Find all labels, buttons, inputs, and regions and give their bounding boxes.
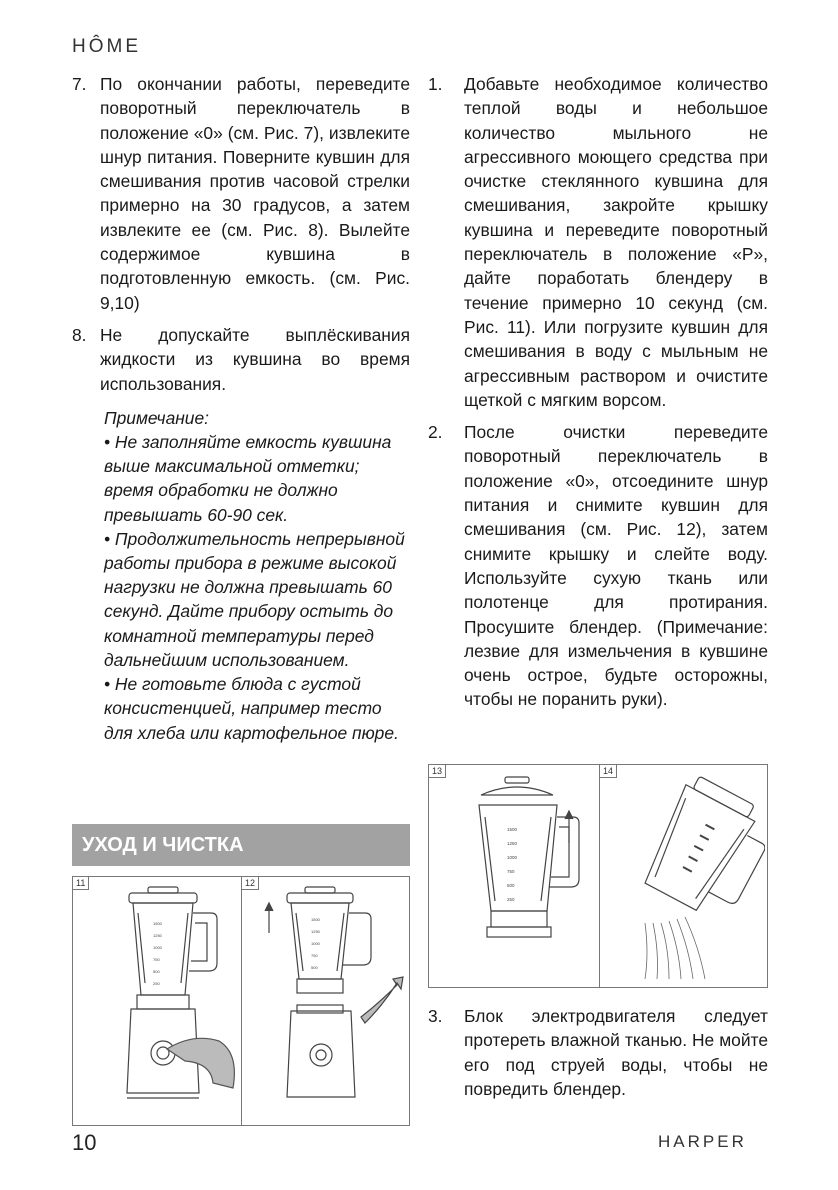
scale-label: 1000	[311, 941, 320, 946]
item-number: 8.	[72, 324, 87, 345]
scale-label: 1250	[153, 933, 162, 938]
right-column-bottom	[428, 1004, 768, 1109]
figure-panel-11-12	[72, 876, 410, 1126]
scale-label: 1250	[311, 929, 320, 934]
item-text: Не допускайте выплёскивания жидкости из кувшина во время использования.	[100, 324, 410, 394]
scale-label: 500	[507, 883, 515, 888]
figure-label: 14	[600, 765, 617, 778]
item-text: Добавьте необходимое количество теплой воды и небольшое количество мыльного не агрессивного моющего средства при очистке стеклянного кувшина для смешивания, закройте крышку кувшина и переведите поворотный переключатель в положение «P», дайте поработать блендеру в течение примерно 10 секунд (см. Рис. 11). Или погрузите кувшин для смешивания в воду с мыльным не агрессивным раствором и очистите щеткой с мягким ворсом.	[464, 74, 768, 410]
scale-marks	[153, 921, 163, 986]
left-column	[72, 72, 410, 745]
scale-label: 750	[311, 953, 318, 958]
note-bullet: • Не заполняйте емкость кувшина выше максимальной отметки; время обработки не должно превышать 60-90 сек.	[104, 432, 392, 525]
note-block	[104, 406, 410, 745]
item-text: По окончании работы, переведите поворотный переключатель в положение «0» (см. Рис. 7), извлеките шнур питания. Поверните кувшин для смешивания против часовой стрелки примерно на 30 градусов, а затем извлеките ее (см. Рис. 8). Вылейте содержимое кувшина в подготовленную емкость. (см. Рис. 9,10)	[100, 74, 410, 313]
figure-label: 11	[73, 877, 89, 890]
list-item	[72, 72, 410, 315]
scale-label: 500	[311, 965, 318, 970]
scale-label: 1500	[153, 921, 162, 926]
jug-lid-removal-illustration	[435, 773, 595, 985]
note-bullet: • Продолжительность непрерывной работы прибора в режиме высокой нагрузки не должна превышать 60 секунд. Дайте прибору остыть до комнатной температуры перед дальнейшим использованием.	[104, 528, 405, 670]
home-logo: HÔME	[72, 36, 141, 57]
brand-logo: HARPER	[658, 1132, 747, 1151]
list-item	[428, 420, 768, 712]
item-text: После очистки переведите поворотный переключатель в положение «0», отсоедините шнур питания и снимите кувшин для смешивания (см. Рис. 12), затем снимите крышку и слейте воду. Используйте сухую ткань или полотенце для протирания. Просушите блендер. (Примечание: лезвие для измельчения в кувшине очень острое, будьте осторожны, чтобы не поранить руки).	[464, 422, 768, 710]
scale-label: 750	[507, 869, 515, 874]
scale-label: 1500	[507, 827, 518, 832]
list-item	[72, 323, 410, 396]
list-item	[428, 1004, 768, 1101]
list-item	[428, 72, 768, 412]
blender-disassembly-illustration	[245, 883, 407, 1123]
item-number: 2.	[428, 422, 443, 443]
item-text: Блок электродвигателя следует протереть влажной тканью. Не мойте его под струей воды, чтобы не повредить блендер.	[464, 1006, 768, 1099]
scale-label: 500	[153, 969, 160, 974]
right-column	[428, 72, 768, 720]
scale-label: 1000	[153, 945, 162, 950]
section-heading: УХОД И ЧИСТКА	[72, 824, 410, 866]
scale-label: 750	[153, 957, 160, 962]
scale-label: 1000	[507, 855, 518, 860]
scale-label: 250	[507, 897, 515, 902]
item-number: 3.	[428, 1006, 443, 1026]
pouring-water-illustration	[605, 773, 765, 985]
page-number: 10	[72, 1130, 97, 1155]
scale-label: 250	[153, 981, 160, 986]
scale-label: 1500	[311, 917, 320, 922]
figure-label: 13	[429, 765, 446, 778]
scale-label: 1250	[507, 841, 518, 846]
blender-illustration	[93, 883, 241, 1123]
figure-panel-13-14	[428, 764, 768, 988]
item-number: 7.	[72, 74, 87, 94]
note-title: Примечание:	[104, 407, 209, 428]
note-bullet: • Не готовьте блюда с густой консистенцией, например тесто для хлеба или картофельное пюре.	[104, 674, 399, 743]
item-number: 1.	[428, 74, 443, 94]
figure-label: 12	[242, 877, 259, 890]
